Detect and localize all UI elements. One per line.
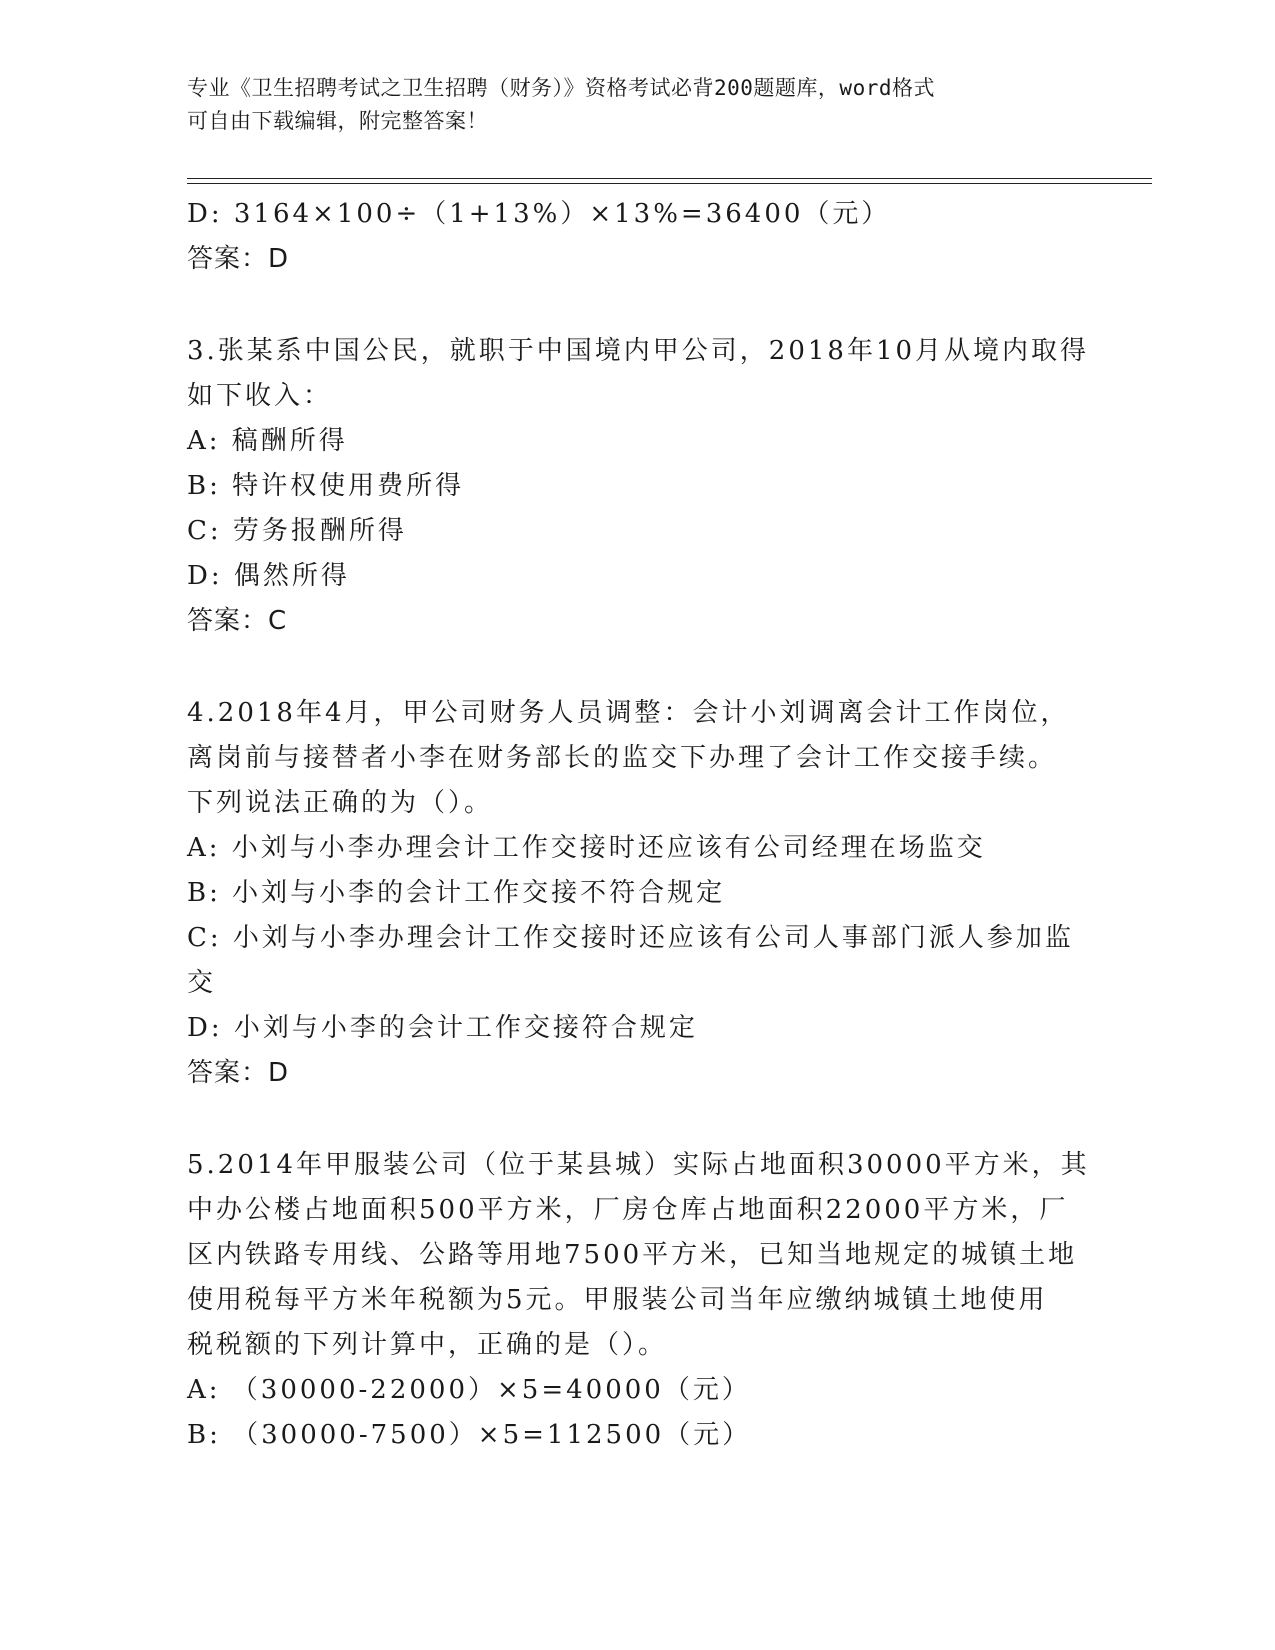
q5-question-line: 税税额的下列计算中，正确的是（）。 — [187, 1330, 668, 1360]
q3-option-c: C: 劳务报酬所得 — [187, 516, 407, 546]
q4-question-line: 下列说法正确的为（）。 — [187, 788, 494, 818]
q3-option-b: B: 特许权使用费所得 — [187, 471, 465, 501]
q3-question-line: 如下收入： — [187, 381, 333, 411]
q4-question-line: 4.2018年4月，甲公司财务人员调整：会计小刘调离会计工作岗位， — [187, 698, 1070, 728]
q4-option-a: A: 小刘与小李办理会计工作交接时还应该有公司经理在场监交 — [187, 833, 986, 863]
header-line-2: 可自由下载编辑，附完整答案！ — [187, 109, 488, 133]
q4-option-c: C: 小刘与小李办理会计工作交接时还应该有公司人事部门派人参加监 — [187, 923, 1074, 953]
spacer — [187, 282, 1087, 329]
header-line-1: 专业《卫生招聘考试之卫生招聘（财务）》资格考试必背200题题库，word格式 — [187, 76, 935, 100]
q3-question-line: 3.张某系中国公民，就职于中国境内甲公司，2018年10月从境内取得 — [187, 336, 1090, 366]
question-5 — [187, 1143, 1090, 1458]
spacer — [187, 644, 1087, 691]
q3-answer: 答案：C — [187, 606, 288, 636]
document-header — [187, 72, 1087, 138]
q5-question-line: 5.2014年甲服装公司（位于某县城）实际占地面积30000平方米，其 — [187, 1150, 1090, 1180]
q4-answer: 答案：D — [187, 1058, 290, 1088]
q5-option-b: B: （30000-7500）×5=112500（元） — [187, 1420, 752, 1450]
q5-question-line: 中办公楼占地面积500平方米，厂房仓库占地面积22000平方米，厂 — [187, 1195, 1069, 1225]
q3-option-a: A: 稿酬所得 — [187, 426, 348, 456]
header-divider-bottom — [187, 183, 1152, 184]
q4-option-b: B: 小刘与小李的会计工作交接不符合规定 — [187, 878, 726, 908]
q5-question-line: 使用税每平方米年税额为5元。甲服装公司当年应缴纳城镇土地使用 — [187, 1285, 1048, 1315]
q5-question-line: 区内铁路专用线、公路等用地7500平方米，已知当地规定的城镇土地 — [187, 1240, 1078, 1270]
question-4 — [187, 691, 1087, 1096]
q5-option-a: A: （30000-22000）×5=40000（元） — [187, 1375, 751, 1405]
q4-option-c-continued: 交 — [187, 968, 217, 998]
spacer — [187, 1096, 1087, 1143]
q4-option-d: D: 小刘与小李的会计工作交接符合规定 — [187, 1013, 698, 1043]
header-divider-top — [187, 178, 1152, 179]
q3-option-d: D: 偶然所得 — [187, 561, 350, 591]
q2-option-d: D: 3164×100÷（1+13%）×13%=36400（元） — [187, 199, 891, 229]
question-2-tail — [187, 192, 1087, 282]
q2-answer: 答案：D — [187, 244, 290, 274]
question-3 — [187, 329, 1090, 644]
question-content — [187, 192, 1090, 1458]
q4-question-line: 离岗前与接替者小李在财务部长的监交下办理了会计工作交接手续。 — [187, 743, 1058, 773]
